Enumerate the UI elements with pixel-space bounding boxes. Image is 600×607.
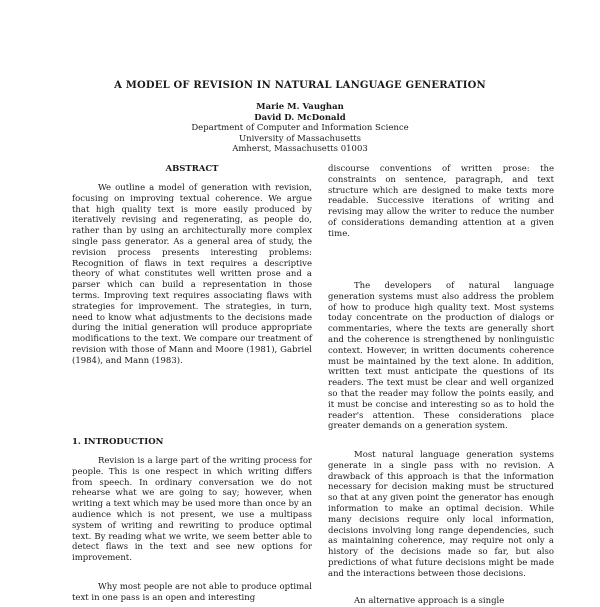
abstract-text: We outline a model of generation with revision, focusing on improving textual coherence. We argue that high quality text is more easily produced by iteratively revising and regenerating, as people do, rather than by using an architecturally more complex single pass generator. As a general area of study, the revision process presents interesting problems: Recognition of flaws in text requires a descriptive theory of what constitutes well written prose and a parser which can build a representation in those terms. Improving text requires associating flaws with strategies for improvement. The strategies, in turn, need to know what adjustments to the decisions made during the initial generation will produce appropriate modifications to the text. We compare our treatment of revision with those of Mann and Moore (1981), Gabriel (1984), and Mann (1983).	[72, 183, 312, 366]
body-paragraph: Most natural language generation systems generate in a single pass with no revision. A drawback of this approach is that the information necessary for decision making must be structured so that at any given point the generator has enough information to make an optimal decision. While many decisions require only local information, decisions involving long range dependencies, such as maintaining coherence, may require not only a history of the decisions made so far, but also predictions of what future decisions might be made and the interactions between those decisions.	[328, 450, 554, 579]
paper-title: A MODEL OF REVISION IN NATURAL LANGUAGE GENERATION	[114, 80, 486, 91]
affiliation-line: University of Massachusetts	[238, 133, 362, 144]
intro-paragraph: Revision is a large part of the writing process for people. This is one respect in which writing differs from speech. In ordinary conversation we do not rehearse what we are going to say; however, when writing a text which may be used more than once by an audience which is not present, we use a multipass system of writing and rewriting to produce optimal text. By reading what we write, we seem better able to detect flaws in the text and see new options for improvement.	[72, 456, 312, 564]
body-paragraph: The developers of natural language generation systems must also address the problem of how to produce high quality text. Most systems today concentrate on the production of dialogs or commentaries, where the texts are generally short and the coherence is strengthened by nonlinguistic context. However, in written documents coherence must be maintained by the text alone. In addition, written text must anticipate the questions of its readers. The text must be clear and well organized so that the reader may follow the points easily, and it must be concise and interesting so as to hold the reader's attention. These considerations place greater demands on a generation system.	[328, 281, 554, 432]
abstract-heading: ABSTRACT	[165, 164, 219, 174]
affiliation-line: Department of Computer and Information Science	[191, 123, 409, 133]
body-paragraph: An alternative approach is a single	[354, 596, 505, 606]
affiliation-line: Amherst, Massachusetts 01003	[232, 144, 368, 154]
author-name: Marie M. Vaughan	[256, 102, 344, 112]
section-heading-introduction: 1. INTRODUCTION	[72, 437, 164, 447]
intro-paragraph: Why most people are not able to produce optimal text in one pass is an open and interesting	[72, 582, 312, 603]
author-block	[0, 102, 600, 155]
body-paragraph: discourse conventions of written prose: the constraints on sentence, paragraph, and text structure which are designed to make texts more readable. Successive iterations of writing and revising may allow the writer to reduce the number of considerations demanding attention at a given time.	[328, 164, 554, 239]
author-name: David D. McDonald	[254, 112, 346, 123]
